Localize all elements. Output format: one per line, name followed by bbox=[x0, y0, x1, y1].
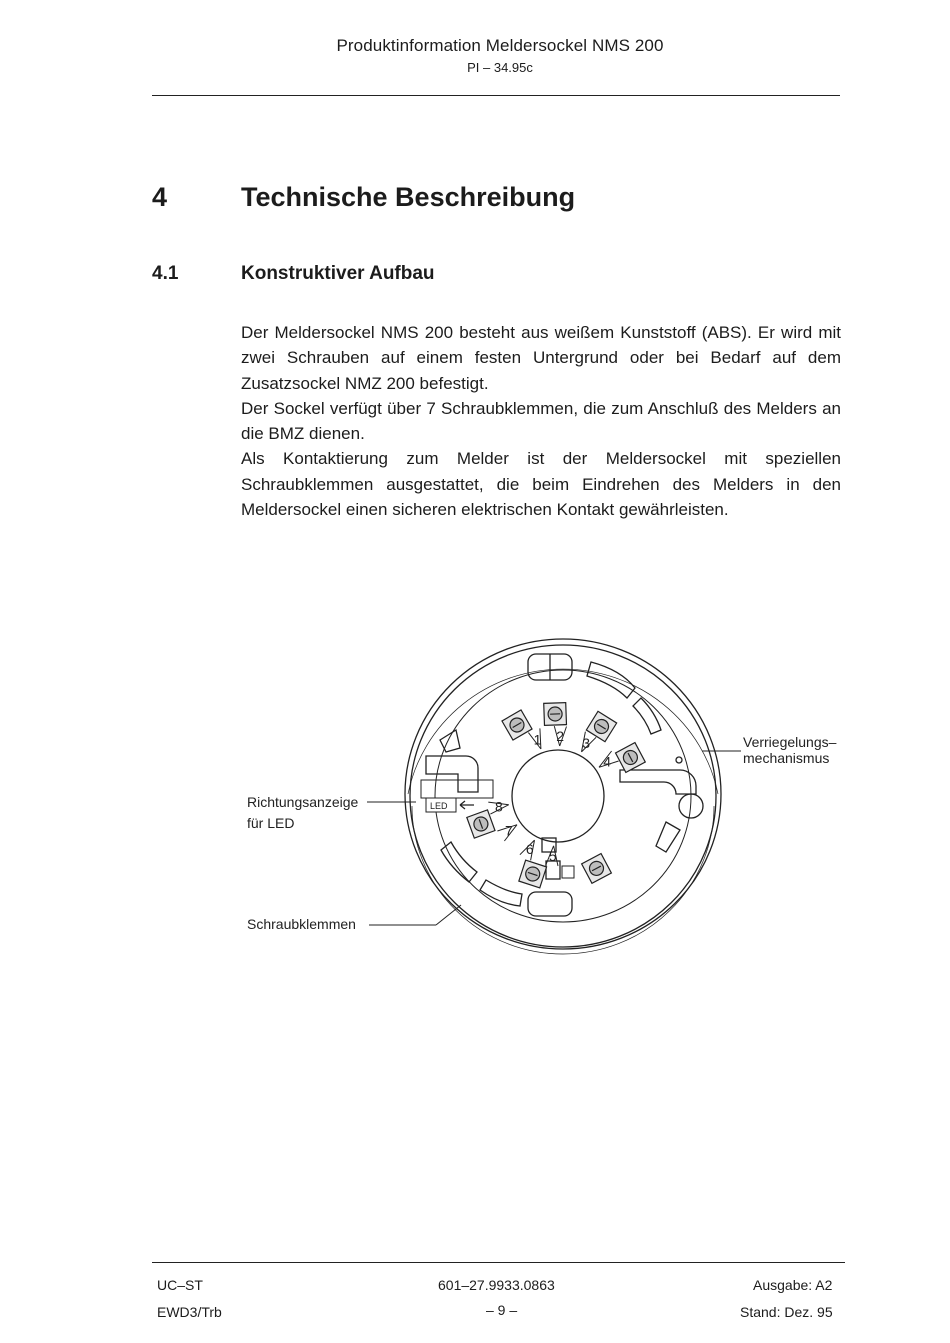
paragraph-material: Der Meldersockel NMS 200 besteht aus weißem Kunststoff (ABS). Er wird mit zwei Schrauben auf einem festen Untergrund oder bei Bedarf auf dem Zusatzsockel NMZ 200 befestigt. bbox=[241, 323, 841, 393]
screw-terminal bbox=[544, 703, 567, 726]
paragraph-terminals: Der Sockel verfügt über 7 Schraubklemmen, die zum Anschluß des Melders an die BMZ dienen. bbox=[241, 398, 841, 444]
screw-terminal bbox=[586, 711, 616, 741]
footer-date: Stand: Dez. 95 bbox=[740, 1304, 833, 1320]
led-marker-text: LED bbox=[430, 801, 448, 811]
footer-doc-number: 601–27.9933.0863 bbox=[438, 1277, 555, 1293]
terminal-number: 1 bbox=[533, 731, 542, 748]
section-number: 4 bbox=[152, 182, 168, 212]
terminal-number: 8 bbox=[495, 798, 503, 815]
subsection-number: 4.1 bbox=[152, 263, 179, 284]
document-title: Produktinformation Meldersockel NMS 200 bbox=[336, 36, 664, 55]
footer-divider bbox=[152, 1262, 845, 1263]
body-text bbox=[241, 320, 841, 522]
terminal-number: 6 bbox=[525, 841, 534, 857]
terminal-number: 4 bbox=[603, 753, 611, 770]
center-opening bbox=[512, 750, 604, 842]
terminal-number: 2 bbox=[556, 728, 564, 744]
terminal-number: 3 bbox=[582, 735, 591, 751]
terminal-number: 7 bbox=[505, 822, 513, 839]
locking-mechanism-label: Verriegelungs– bbox=[743, 734, 837, 750]
paragraph-contact: Als Kontaktierung zum Melder ist der Meldersockel mit speziellen Schraubklemmen ausgestattet, die beim Eindrehen des Melders in den Meldersockel einen sicheren elektrischen Kontakt gewährleisten. bbox=[241, 449, 841, 520]
subsection-title: Konstruktiver Aufbau bbox=[241, 263, 435, 284]
header-divider bbox=[152, 95, 840, 96]
screw-terminal bbox=[582, 854, 612, 884]
page-number: – 9 – bbox=[486, 1302, 518, 1318]
screw-terminal bbox=[519, 860, 547, 888]
screw-terminals-label: Schraubklemmen bbox=[247, 916, 356, 932]
section-title: Technische Beschreibung bbox=[241, 182, 576, 212]
socket-outer-rim bbox=[405, 639, 721, 949]
footer-author: EWD3/Trb bbox=[157, 1304, 222, 1320]
screw-terminal bbox=[502, 710, 532, 740]
socket-diagram bbox=[236, 610, 856, 970]
terminal-number: 5 bbox=[548, 847, 557, 864]
led-direction-label-2: für LED bbox=[247, 815, 295, 831]
locking-mechanism-label-2: mechanismus bbox=[743, 750, 830, 766]
document-number: PI – 34.95c bbox=[467, 60, 533, 75]
screw-terminal bbox=[616, 743, 646, 773]
footer-edition: Ausgabe: A2 bbox=[753, 1277, 833, 1293]
footer-department: UC–ST bbox=[157, 1277, 203, 1293]
led-direction-label: Richtungsanzeige bbox=[247, 794, 359, 810]
